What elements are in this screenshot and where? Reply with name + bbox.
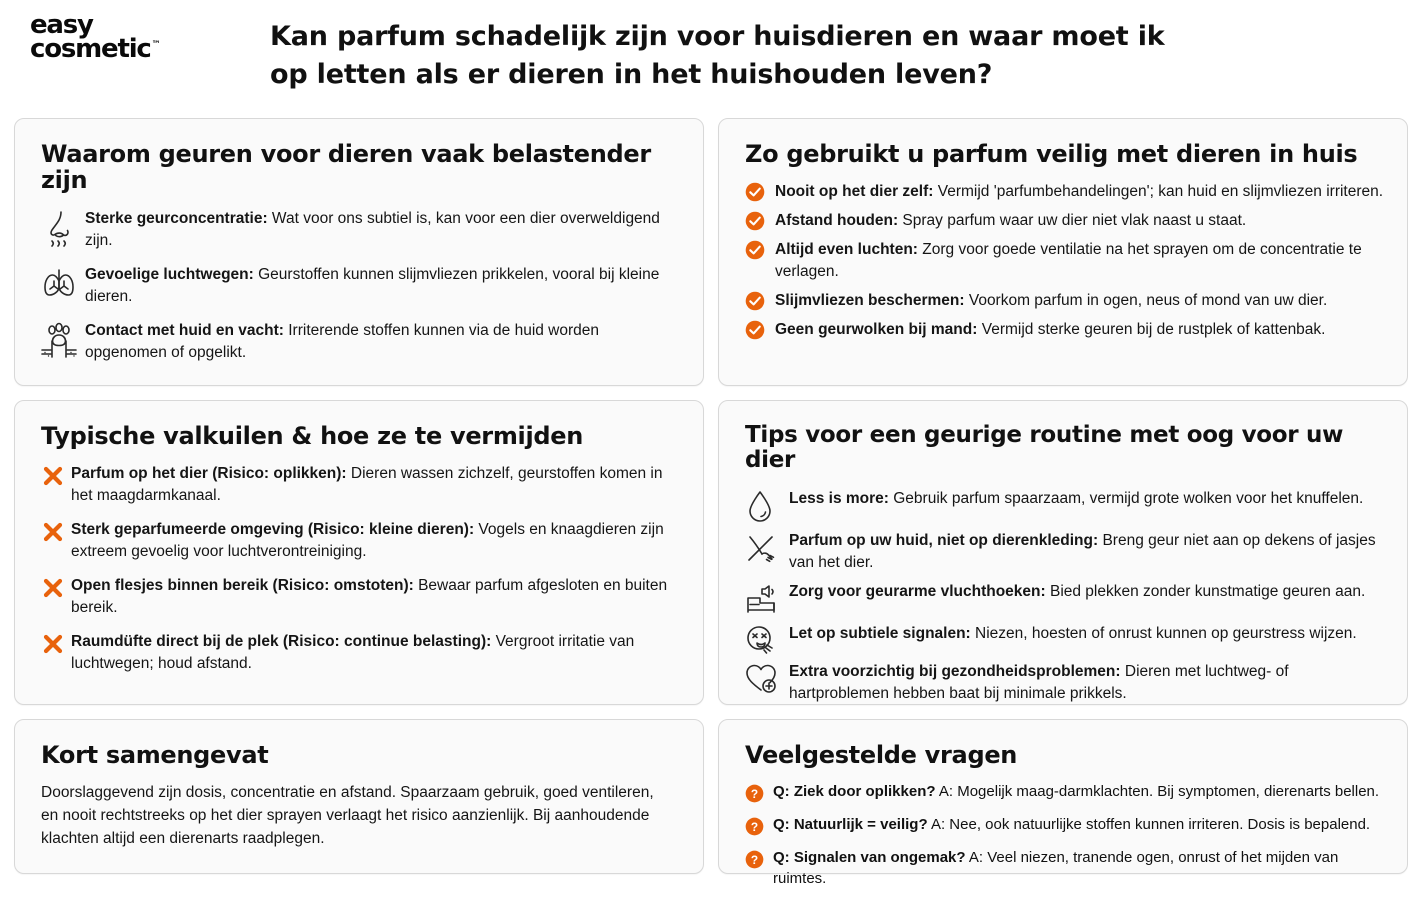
list-item-body: Bewaar parfum afgesloten en buiten bereik. bbox=[71, 577, 668, 617]
list-item-text bbox=[85, 264, 681, 308]
summary-text: Doorslaggevend zijn dosis, concentratie en afstand. Spaarzaam gebruik, goed ventileren, en nooit rechtstreeks op het dier sprayen verlaagt het risico aanzienlijk. Bij aanhoudende klachten altijd een dierenarts raadplegen. bbox=[41, 784, 654, 848]
list-item bbox=[41, 208, 681, 252]
faq-question: Q: Ziek door oplikken? bbox=[773, 783, 936, 801]
list-item-text bbox=[71, 575, 681, 619]
list-item bbox=[41, 575, 681, 619]
droplet-icon bbox=[745, 488, 789, 523]
list-item-text bbox=[71, 519, 681, 563]
list-item-text bbox=[85, 208, 681, 252]
faq-text bbox=[773, 782, 1385, 802]
list-item-body: Dieren met luchtweg- of hartproblemen hebben baat bij minimale prikkels. bbox=[789, 662, 1289, 702]
svg-text:?: ? bbox=[750, 787, 759, 802]
brand-logo bbox=[0, 0, 270, 62]
list-item bbox=[41, 320, 681, 364]
page-title bbox=[270, 0, 1408, 94]
list-item-body: Vogels en knaagdieren zijn extreem gevoelig voor luchtverontreiniging. bbox=[71, 521, 664, 561]
tips-item-list bbox=[745, 488, 1385, 705]
faq-item-list bbox=[745, 782, 1385, 889]
list-item-bold: Slijmvliezen beschermen: bbox=[775, 292, 965, 310]
question-circle-icon bbox=[745, 848, 773, 874]
logo-text-cosmetic bbox=[30, 33, 161, 64]
list-item bbox=[41, 264, 681, 308]
list-item-bold: Zorg voor geurarme vluchthoeken: bbox=[789, 582, 1046, 600]
card-tips bbox=[718, 400, 1408, 705]
faq-text bbox=[773, 848, 1385, 889]
card-title-faq: Veelgestelde vragen bbox=[745, 741, 1018, 769]
card-title-pitfalls: Typische valkuilen & hoe ze te vermijden bbox=[41, 422, 584, 450]
list-item bbox=[745, 488, 1385, 523]
list-item-text bbox=[71, 463, 681, 507]
list-item bbox=[41, 463, 681, 507]
faq-question: Q: Signalen van ongemak? bbox=[773, 849, 966, 867]
page-title-line-2: op letten als er dieren in het huishouden leven? bbox=[270, 58, 993, 90]
page-title-line-1: Kan parfum schadelijk zijn voor huisdieren en waar moet ik bbox=[270, 21, 1165, 52]
faq-text bbox=[773, 815, 1385, 835]
sneezing-face-icon bbox=[745, 623, 789, 654]
card-title-safe-use: Zo gebruikt u parfum veilig met dieren in huis bbox=[745, 140, 1358, 168]
list-item-bold: Contact met huid en vacht: bbox=[85, 321, 284, 339]
list-item-body: Geurstoffen kunnen slijmvliezen prikkelen, vooral bij kleine dieren. bbox=[85, 265, 660, 305]
x-mark-icon bbox=[41, 463, 71, 488]
list-item bbox=[745, 530, 1385, 574]
list-item-bold: Raumdüfte direct bij de plek (Risico: continue belasting): bbox=[71, 633, 492, 651]
list-item-bold: Altijd even luchten: bbox=[775, 241, 918, 259]
faq-answer: A: Nee, ook natuurlijke stoffen kunnen irriteren. Dosis is bepalend. bbox=[927, 816, 1371, 834]
list-item bbox=[745, 290, 1385, 312]
list-item-text bbox=[85, 320, 681, 364]
list-item-body: Spray parfum waar uw dier niet vlak naast u staat. bbox=[898, 212, 1247, 230]
list-item bbox=[745, 661, 1385, 705]
logo-text-easy: easy bbox=[30, 10, 93, 40]
list-item-text bbox=[789, 581, 1385, 603]
list-item-bold: Nooit op het dier zelf: bbox=[775, 183, 934, 201]
content-grid bbox=[0, 118, 1408, 887]
list-item-body: Breng geur niet aan op dekens of jasjes van het dier. bbox=[789, 531, 1376, 571]
list-item-bold: Parfum op het dier (Risico: oplikken): bbox=[71, 465, 347, 483]
list-item bbox=[745, 623, 1385, 654]
card-why-scents-burden-animals bbox=[14, 118, 704, 386]
list-item-body: Vermijd sterke geuren bij de rustplek of kattenbak. bbox=[977, 321, 1326, 339]
list-item bbox=[745, 319, 1385, 341]
nose-scent-icon bbox=[41, 208, 85, 249]
card-title-why: Waarom geuren voor dieren vaak belastender zijn bbox=[41, 140, 651, 195]
list-item bbox=[745, 782, 1385, 808]
list-item-bold: Parfum op uw huid, niet op dierenkleding: bbox=[789, 531, 1099, 549]
list-item bbox=[41, 631, 681, 675]
check-circle-icon bbox=[745, 210, 775, 231]
why-item-list bbox=[41, 208, 681, 364]
list-item-body: Wat voor ons subtiel is, kan voor een dier overweldigend zijn. bbox=[85, 209, 660, 249]
list-item-text bbox=[775, 319, 1385, 341]
list-item-text bbox=[789, 530, 1385, 574]
check-circle-icon bbox=[745, 290, 775, 311]
faq-answer: A: Veel niezen, tranende ogen, onrust of het mijden van ruimtes. bbox=[773, 849, 1339, 887]
list-item-bold: Afstand houden: bbox=[775, 212, 899, 230]
check-circle-icon bbox=[745, 181, 775, 202]
svg-text:?: ? bbox=[750, 820, 759, 835]
list-item bbox=[745, 239, 1385, 283]
safe-use-item-list bbox=[745, 181, 1385, 341]
x-mark-icon bbox=[41, 519, 71, 544]
list-item-body: Voorkom parfum in ogen, neus of mond van uw dier. bbox=[964, 292, 1328, 310]
list-item-body: Dieren wassen zichzelf, geurstoffen komen in het maagdarmkanaal. bbox=[71, 465, 663, 505]
page-header bbox=[0, 0, 1408, 118]
list-item-text bbox=[789, 661, 1385, 705]
list-item-text bbox=[71, 631, 681, 675]
question-circle-icon bbox=[745, 815, 773, 841]
list-item bbox=[745, 848, 1385, 889]
card-title-summary: Kort samengevat bbox=[41, 741, 269, 769]
list-item-bold: Geen geurwolken bij mand: bbox=[775, 321, 978, 339]
card-pitfalls bbox=[14, 400, 704, 705]
list-item-body: Zorg voor goede ventilatie na het sprayen om de concentratie te verlagen. bbox=[775, 241, 1362, 281]
list-item-bold: Less is more: bbox=[789, 489, 889, 507]
list-item bbox=[41, 519, 681, 563]
list-item-bold: Open flesjes binnen bereik (Risico: omstoten): bbox=[71, 577, 414, 595]
x-mark-icon bbox=[41, 631, 71, 656]
card-faq bbox=[718, 719, 1408, 887]
list-item-body: Vergroot irritatie van luchtwegen; houd afstand. bbox=[71, 633, 635, 673]
no-hand-spray-icon bbox=[745, 530, 789, 565]
list-item-bold: Extra voorzichtig bij gezondheidsproblemen: bbox=[789, 662, 1121, 680]
list-item-text bbox=[775, 290, 1385, 312]
x-mark-icon bbox=[41, 575, 71, 600]
card-safe-use bbox=[718, 118, 1408, 386]
list-item bbox=[745, 181, 1385, 203]
lungs-icon bbox=[41, 264, 85, 301]
list-item-text bbox=[775, 239, 1385, 283]
list-item-body: Bied plekken zonder kunstmatige geuren aan. bbox=[1045, 582, 1366, 600]
list-item-text bbox=[789, 488, 1385, 510]
pet-bed-quiet-icon bbox=[745, 581, 789, 616]
card-summary bbox=[14, 719, 704, 874]
list-item-body: Vermijd 'parfumbehandelingen'; kan huid en slijmvliezen irriteren. bbox=[933, 183, 1384, 201]
list-item-text bbox=[775, 210, 1385, 232]
check-circle-icon bbox=[745, 239, 775, 260]
paw-skin-icon bbox=[41, 320, 85, 361]
list-item-bold: Sterke geurconcentratie: bbox=[85, 209, 268, 227]
list-item-body: Irriterende stoffen kunnen via de huid worden opgenomen of opgelikt. bbox=[85, 321, 600, 361]
list-item-bold: Gevoelige luchtwegen: bbox=[85, 265, 254, 283]
list-item bbox=[745, 581, 1385, 616]
svg-text:?: ? bbox=[750, 853, 759, 868]
faq-answer: A: Mogelijk maag-darmklachten. Bij symptomen, dierenarts bellen. bbox=[935, 783, 1380, 801]
check-circle-icon bbox=[745, 319, 775, 340]
list-item-text bbox=[789, 623, 1385, 645]
list-item bbox=[745, 815, 1385, 841]
trademark-symbol: ™ bbox=[151, 40, 161, 51]
heart-health-icon bbox=[745, 661, 789, 694]
logo-cosmetic-word: cosmetic bbox=[30, 33, 151, 64]
list-item-body: Gebruik parfum spaarzaam, vermijd grote wolken voor het knuffelen. bbox=[888, 489, 1364, 507]
list-item-text bbox=[775, 181, 1385, 203]
list-item-body: Niezen, hoesten of onrust kunnen op geurstress wijzen. bbox=[970, 624, 1357, 642]
faq-question: Q: Natuurlijk = veilig? bbox=[773, 816, 928, 834]
question-circle-icon bbox=[745, 782, 773, 808]
list-item-bold: Let op subtiele signalen: bbox=[789, 624, 971, 642]
pitfalls-item-list bbox=[41, 463, 681, 675]
list-item bbox=[745, 210, 1385, 232]
list-item-bold: Sterk geparfumeerde omgeving (Risico: kleine dieren): bbox=[71, 521, 475, 539]
card-title-tips: Tips voor een geurige routine met oog voor uw dier bbox=[745, 422, 1344, 474]
